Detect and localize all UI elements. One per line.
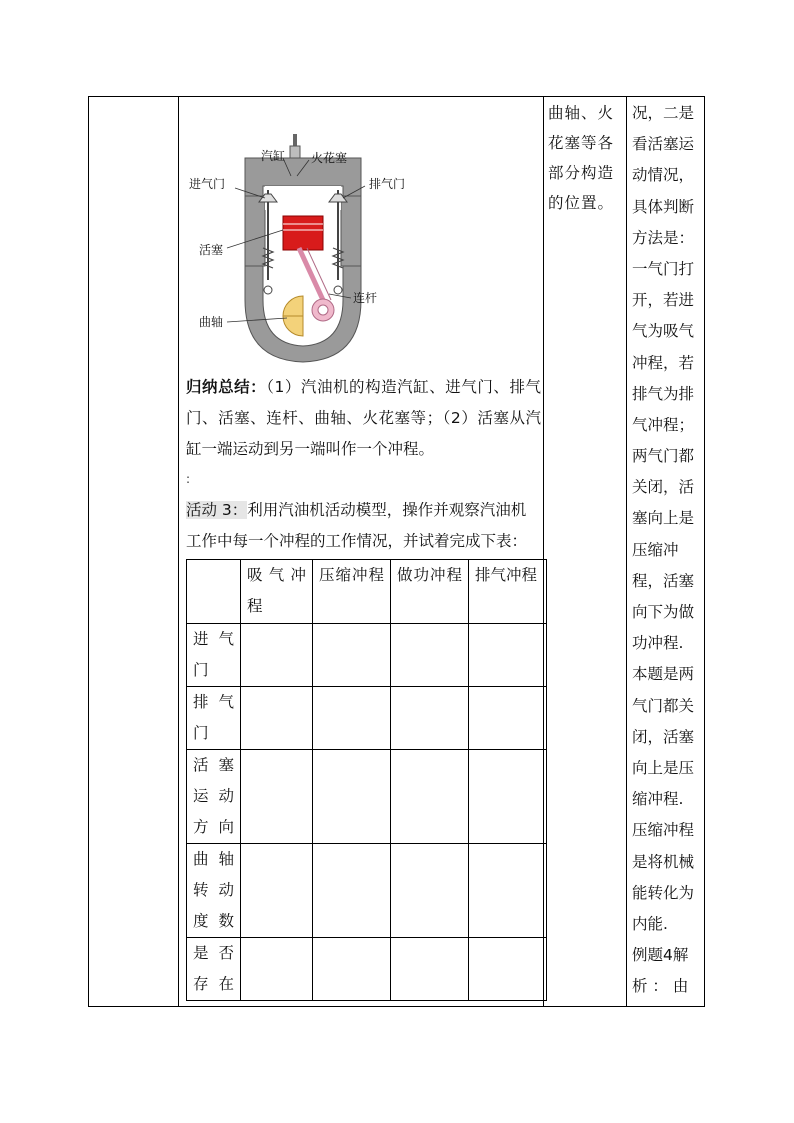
analysis-column	[632, 98, 702, 1002]
analysis-line: 冲程，若	[632, 353, 695, 372]
analysis-line: 两气门都	[632, 447, 695, 466]
cylinder-wall-left	[245, 196, 265, 266]
table-cell[interactable]	[241, 687, 313, 750]
table-header-cell: 压缩冲程	[313, 560, 391, 624]
analysis-line: 一气门打	[632, 259, 695, 278]
analysis-line: 压缩冲	[632, 540, 679, 559]
table-cell[interactable]	[469, 624, 547, 687]
stray-colon: :	[186, 472, 191, 486]
analysis-line: 能转化为	[632, 883, 695, 902]
row-header-cell: 是否存在	[187, 938, 241, 1001]
table-cell[interactable]	[391, 750, 469, 844]
analysis-line: 况，二是	[632, 104, 695, 122]
table-cell[interactable]	[313, 687, 391, 750]
column-divider	[626, 96, 627, 1007]
table-cell[interactable]	[469, 938, 547, 1001]
table-cell[interactable]	[469, 844, 547, 938]
table-cell[interactable]	[391, 687, 469, 750]
label-spark-plug: 火花塞	[311, 151, 348, 165]
analysis-line: 缩冲程.	[632, 790, 684, 809]
analysis-line: 开，若进	[632, 291, 695, 310]
analysis-line: 本题是两	[632, 665, 695, 684]
crankshaft	[283, 316, 303, 336]
analysis-line: 气门都关	[632, 696, 695, 715]
analysis-line: 气冲程；	[632, 415, 695, 434]
table-header-row	[187, 560, 547, 624]
table-cell[interactable]	[391, 844, 469, 938]
crankshaft	[283, 296, 303, 316]
table-cell[interactable]	[241, 624, 313, 687]
analysis-line: 动情况，	[632, 166, 695, 185]
table-cell[interactable]	[313, 750, 391, 844]
analysis-line: 向下为做	[632, 603, 695, 621]
summary-heading: 归纳总结：	[186, 378, 267, 396]
analysis-line: 是将机械	[632, 852, 695, 871]
table-cell[interactable]	[313, 844, 391, 938]
row-header-cell: 活塞运动方向	[187, 750, 241, 844]
label-cylinder: 汽缸	[261, 149, 286, 163]
summary-body: （1）汽油机的构造汽缸、进气门、排气门、活塞、连杆、曲轴、火花塞等；（2）活塞从汽缸一端运动到另一端叫作一个冲程。	[186, 378, 541, 458]
table-header-cell: 吸气冲程	[241, 560, 313, 624]
table-cell[interactable]	[469, 687, 547, 750]
spark-plug-terminal	[293, 134, 297, 146]
analysis-line: 排气为排	[632, 384, 695, 403]
analysis-line: 具体判断	[632, 197, 695, 216]
table-cell[interactable]	[241, 844, 313, 938]
row-header-cell: 曲轴转动度数	[187, 844, 241, 938]
column-divider	[178, 96, 179, 1007]
analysis-line: 例题4解	[632, 946, 689, 965]
crank-pin	[318, 305, 328, 315]
analysis-line: 看活塞运	[632, 135, 695, 154]
table-header-cell: 做功冲程	[391, 560, 469, 624]
summary-paragraph	[186, 372, 541, 465]
piston	[283, 216, 323, 250]
table-cell[interactable]	[391, 938, 469, 1001]
table-cell[interactable]	[313, 938, 391, 1001]
cylinder-wall-right	[341, 196, 361, 266]
intake-cam	[264, 286, 272, 294]
table-row	[187, 844, 547, 938]
table-cell[interactable]	[241, 750, 313, 844]
combustion-chamber	[265, 186, 341, 210]
activity-label: 活动 3：	[186, 501, 248, 519]
table-cell[interactable]	[391, 624, 469, 687]
label-crankshaft: 曲轴	[199, 315, 224, 329]
analysis-line: 析 ： 由	[632, 977, 689, 996]
analysis-line: 塞向上是	[632, 509, 695, 528]
row-header-cell: 排气门	[187, 687, 241, 750]
analysis-line: 程，活塞	[632, 571, 695, 590]
table-header-cell: 排气冲程	[469, 560, 547, 624]
activity-paragraph	[186, 495, 541, 557]
design-intent-text: 曲轴、火花塞等各部分构造的位置。	[548, 104, 615, 212]
analysis-line: 内能.	[632, 914, 668, 933]
gasoline-engine-diagram	[183, 130, 423, 370]
table-row	[187, 750, 547, 844]
label-exhaust-valve: 排气门	[369, 177, 406, 191]
table-header-cell	[187, 560, 241, 624]
exhaust-cam	[334, 286, 342, 294]
table-cell[interactable]	[241, 938, 313, 1001]
label-connecting-rod: 连杆	[353, 291, 378, 305]
analysis-line: 关闭，活	[632, 478, 695, 497]
analysis-line: 气为吸气	[632, 322, 695, 341]
analysis-line: 功冲程.	[632, 634, 684, 653]
analysis-line: 闭，活塞	[632, 727, 695, 746]
row-header-cell: 进气门	[187, 624, 241, 687]
stroke-table	[186, 559, 547, 1001]
table-cell[interactable]	[313, 624, 391, 687]
label-piston: 活塞	[199, 243, 224, 257]
activity-text: 利用汽油机活动模型，操作并观察汽油机工作中每一个冲程的工作情况，并试着完成下表：	[186, 501, 528, 550]
table-row	[187, 624, 547, 687]
table-row	[187, 687, 547, 750]
analysis-line: 方法是：	[632, 228, 695, 247]
analysis-line: 压缩冲程	[632, 821, 695, 840]
table-cell[interactable]	[469, 750, 547, 844]
analysis-line: 向上是压	[632, 758, 695, 777]
label-intake-valve: 进气门	[189, 177, 226, 191]
table-row	[187, 938, 547, 1001]
